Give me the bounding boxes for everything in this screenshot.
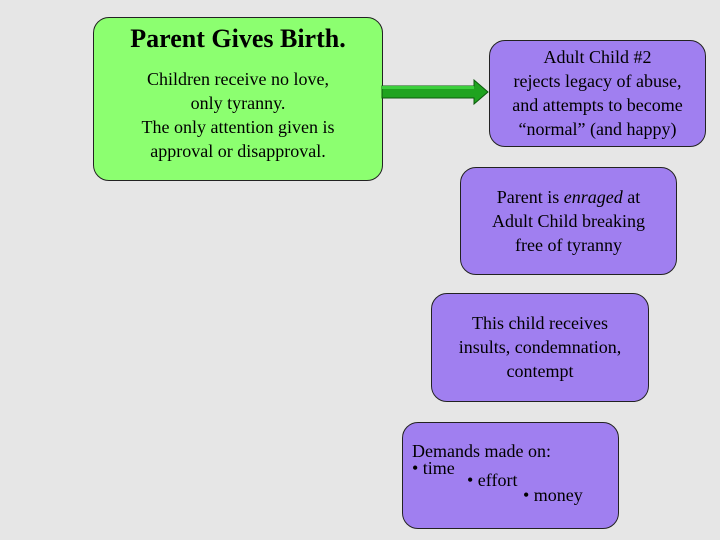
demand-item-time: • time xyxy=(412,458,455,478)
demands-title: Demands made on: xyxy=(412,441,551,461)
enraged-box xyxy=(460,167,677,275)
demand-item-effort: • effort xyxy=(467,470,518,490)
demand-item-money: • money xyxy=(523,485,583,505)
enraged-line-1 xyxy=(461,185,676,209)
birth-line-3: The only attention given is xyxy=(141,117,335,137)
insults-line-3: contempt xyxy=(506,361,574,381)
enraged-line-1-suffix: at xyxy=(622,187,641,207)
enraged-line-3: free of tyranny xyxy=(515,235,622,255)
insults-line-1: This child receives xyxy=(472,313,608,333)
adult-child-2-box xyxy=(489,40,706,147)
adult-child-2-line-4: “normal” (and happy) xyxy=(518,119,677,139)
adult-child-2-line-1: Adult Child #2 xyxy=(543,47,652,67)
birth-title: Parent Gives Birth. xyxy=(130,24,346,53)
enraged-line-1-prefix: Parent is xyxy=(496,187,564,207)
birth-box xyxy=(93,17,383,181)
enraged-emphasis: enraged xyxy=(563,187,623,207)
insults-line-2: insults, condemnation, xyxy=(458,337,622,357)
birth-body xyxy=(94,67,382,163)
enraged-line-2: Adult Child breaking xyxy=(492,211,645,231)
right-arrow-icon xyxy=(381,79,491,109)
insults-box xyxy=(431,293,649,402)
birth-line-2: only tyranny. xyxy=(190,93,286,113)
adult-child-2-line-3: and attempts to become xyxy=(512,95,683,115)
adult-child-2-line-2: rejects legacy of abuse, xyxy=(513,71,682,91)
birth-line-4: approval or disapproval. xyxy=(150,141,326,161)
demands-box xyxy=(402,422,619,529)
birth-line-1: Children receive no love, xyxy=(147,69,329,89)
